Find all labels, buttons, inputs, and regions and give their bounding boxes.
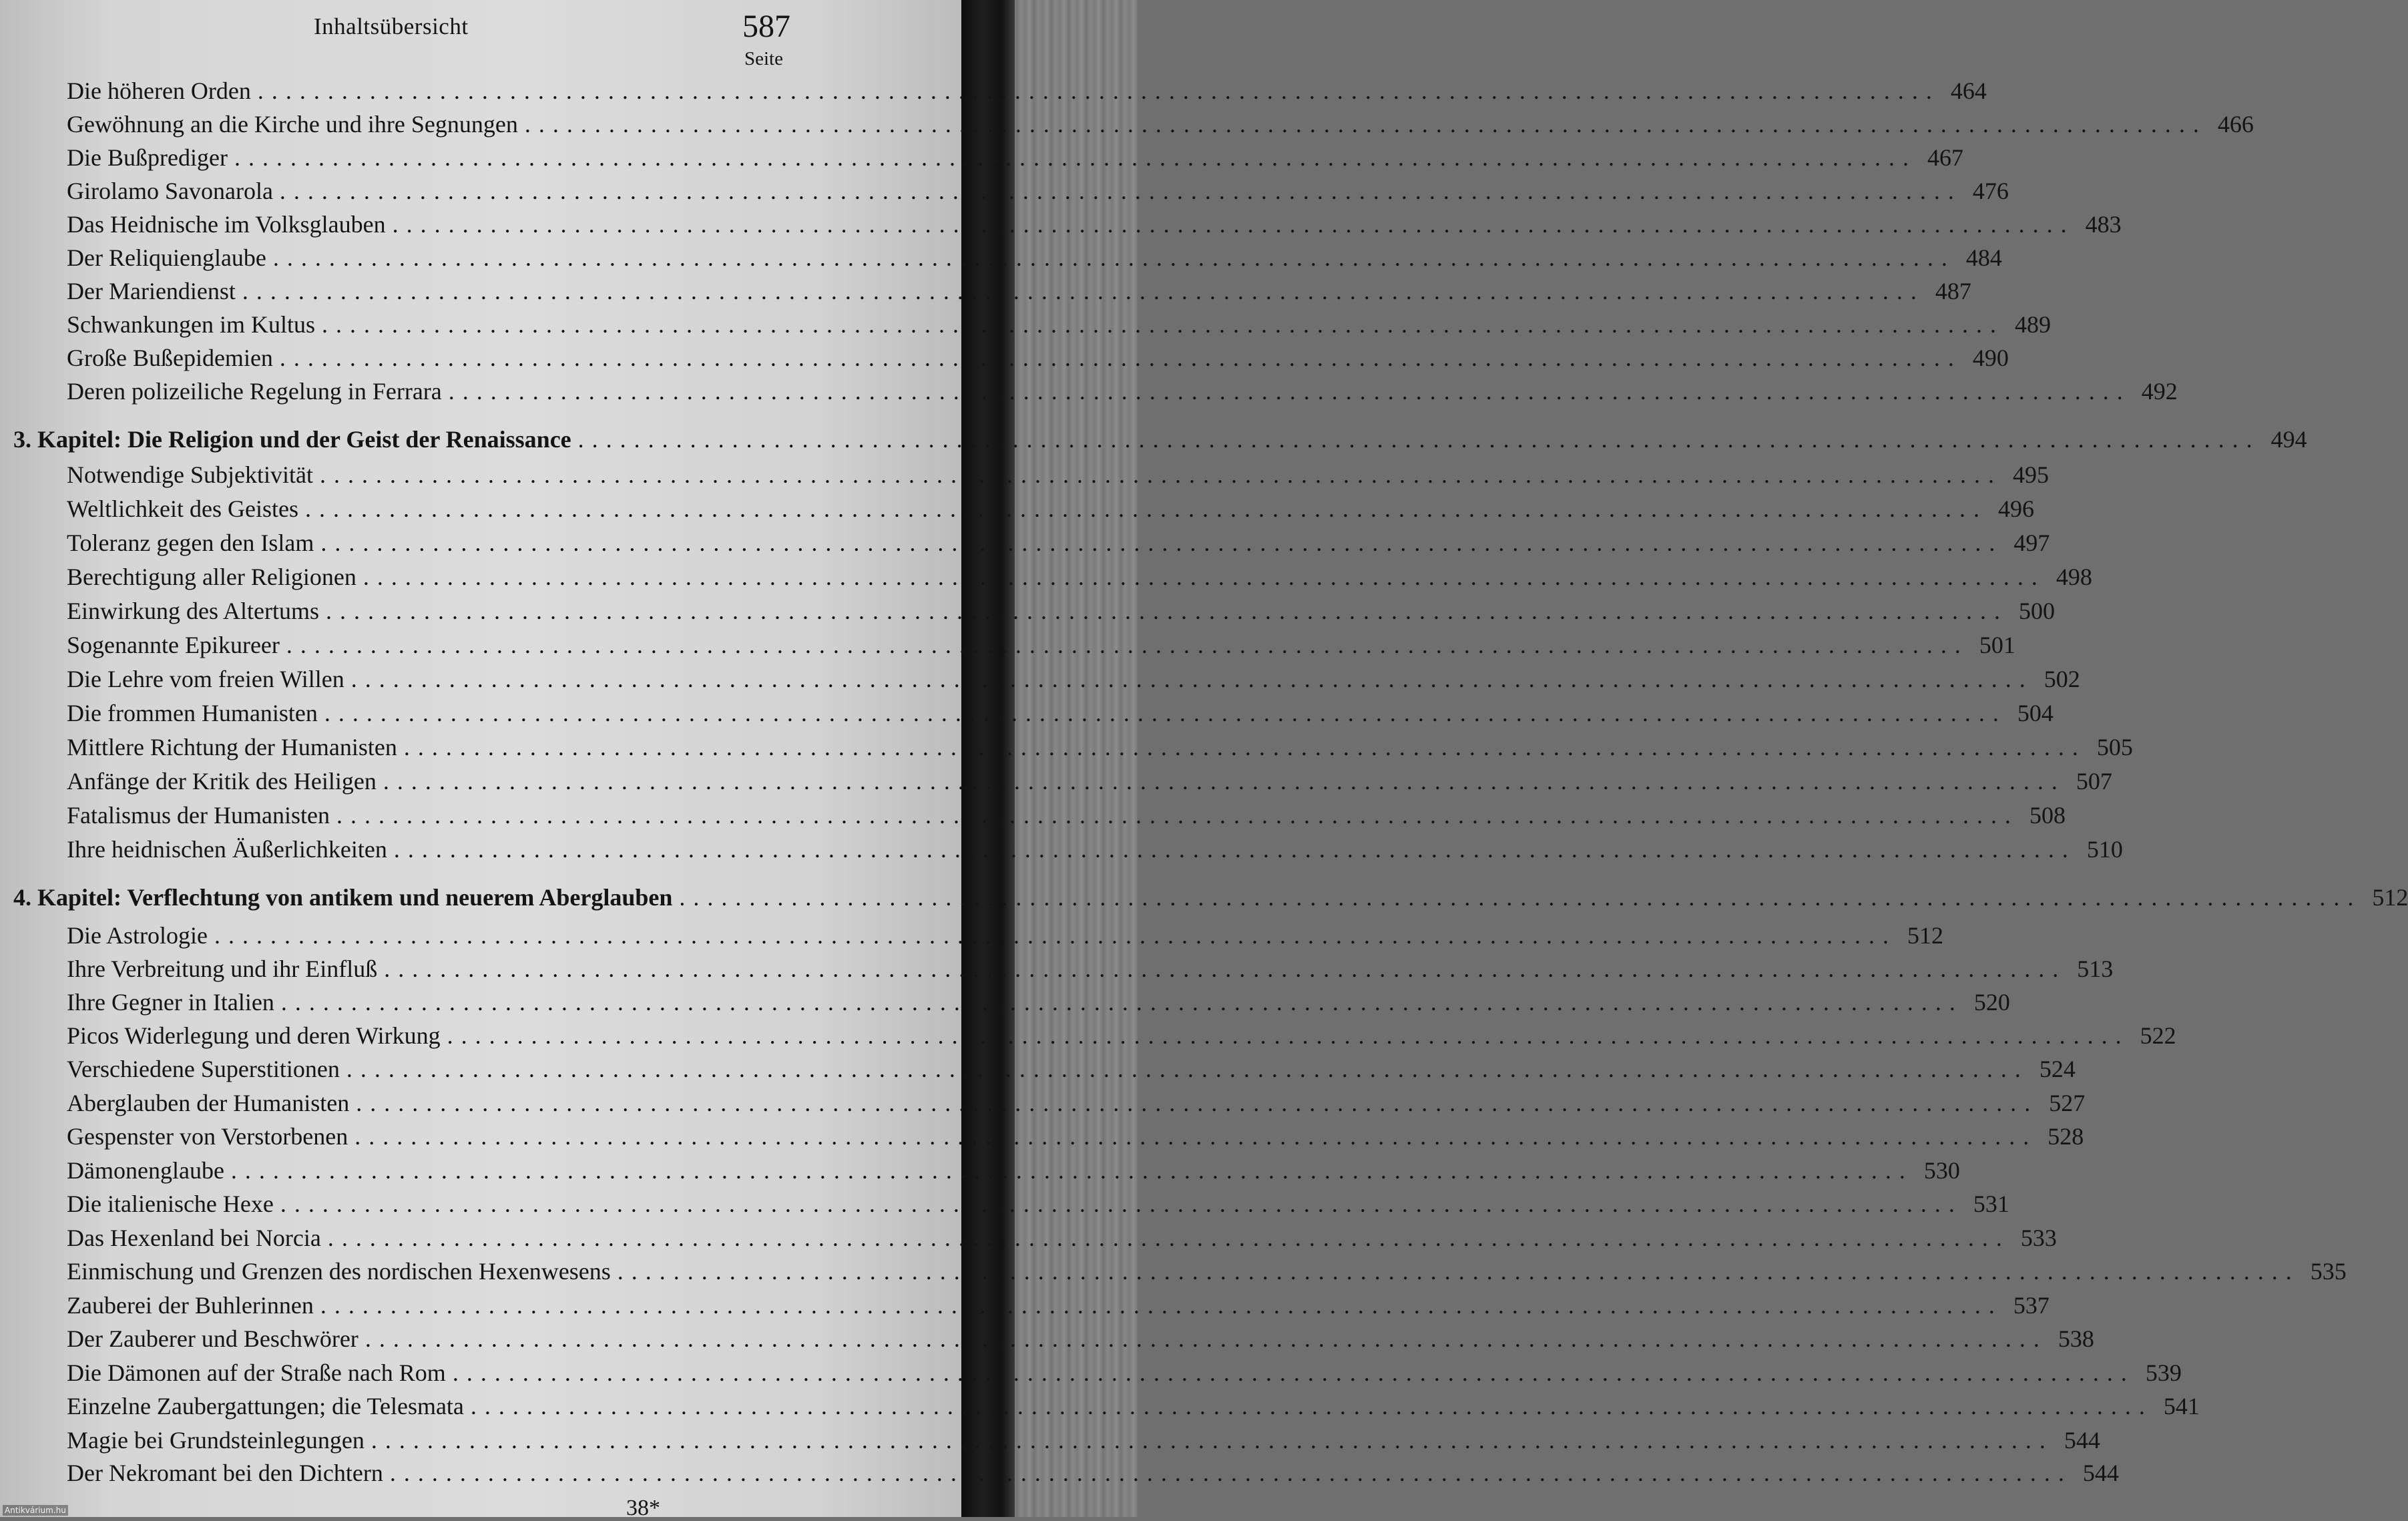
dot-leader: ........................................................................................................................ xyxy=(214,922,1897,949)
dot-leader: ........................................................................................................................ xyxy=(320,529,2003,556)
dot-leader: ........................................................................................................................ xyxy=(356,1090,2039,1116)
dot-leader: ........................................................................................................................ xyxy=(392,211,2075,238)
toc-page-number: 522 xyxy=(2140,1022,2176,1049)
toc-entry-title: Fatalismus der Humanisten xyxy=(67,802,330,829)
toc-page-number: 492 xyxy=(2141,378,2178,405)
page-header-title: Inhaltsübersicht xyxy=(314,13,469,39)
toc-page-number: 527 xyxy=(2049,1090,2086,1116)
page-column-label: Seite xyxy=(744,48,783,69)
dot-leader: ........................................................................................................................ xyxy=(448,378,2131,405)
toc-entry-row xyxy=(67,1291,2050,1319)
toc-page-number: 484 xyxy=(1965,244,2002,271)
toc-entry-row xyxy=(67,1359,2182,1387)
dot-leader: ........................................................................................................................ xyxy=(325,598,2008,624)
dot-leader: ........................................................................................................................ xyxy=(452,1359,2135,1386)
toc-entry-title: Der Zauberer und Beschwörer xyxy=(67,1325,358,1352)
toc-page-number: 512 xyxy=(1907,922,1943,949)
toc-entry-title: Berechtigung aller Religionen xyxy=(67,564,356,590)
toc-entry-row xyxy=(67,835,2123,863)
dot-leader: ........................................................................................................................ xyxy=(363,564,2045,590)
toc-page-number: 510 xyxy=(2086,836,2123,863)
toc-entry-title: Das Heidnische im Volksglauben xyxy=(67,211,386,238)
dot-leader: ........................................................................................................................ xyxy=(242,278,1925,304)
toc-entry-row xyxy=(67,277,1971,305)
toc-entry-row xyxy=(67,1122,2084,1150)
toc-entry-title: Die Lehre vom freien Willen xyxy=(67,666,344,692)
toc-entry-title: Notwendige Subjektivität xyxy=(67,461,313,488)
toc-entry-row xyxy=(67,1156,1960,1184)
toc-chapter-title: 4. Kapitel: Verflechtung von antikem und neuerem Aberglauben xyxy=(13,884,673,911)
toc-entry-row xyxy=(67,77,1987,105)
dot-leader: ........................................................................................................................ xyxy=(447,1022,2130,1049)
dot-leader: ........................................................................................................................ xyxy=(524,111,2207,138)
toc-entry-title: Dämonenglaube xyxy=(67,1157,224,1184)
toc-entry-row xyxy=(67,801,2066,829)
toc-entry-title: Die frommen Humanisten xyxy=(67,700,318,726)
toc-entry-row xyxy=(67,210,2122,238)
page-number: 587 xyxy=(742,9,790,44)
toc-page-number: 538 xyxy=(2058,1325,2094,1352)
toc-entry-title: Die höheren Orden xyxy=(67,77,251,104)
toc-entry-row xyxy=(67,495,2035,523)
dot-leader: ........................................................................................................................ xyxy=(324,700,2007,726)
toc-entry-title: Verschiedene Superstitionen xyxy=(67,1056,340,1082)
toc-page-number: 490 xyxy=(1972,345,2009,371)
dot-leader: ........................................................................................................................ xyxy=(393,836,2076,863)
toc-page-number: 544 xyxy=(2082,1460,2119,1486)
dot-leader: ........................................................................................................................ xyxy=(327,1225,2010,1251)
toc-page-number: 520 xyxy=(1973,989,2010,1016)
toc-entry-row xyxy=(67,1392,2200,1420)
toc-page-number: 537 xyxy=(2013,1292,2050,1319)
toc-page-number: 495 xyxy=(2012,461,2049,488)
toc-entry-row xyxy=(67,1257,2347,1285)
toc-page-number: 487 xyxy=(1935,278,1971,304)
toc-entry-row xyxy=(67,563,2092,591)
toc-entry-row xyxy=(67,597,2055,625)
toc-entry-title: Einzelne Zaubergattungen; die Telesmata xyxy=(67,1393,464,1420)
toc-chapter-title: 3. Kapitel: Die Religion und der Geist der Renaissance xyxy=(13,426,571,453)
toc-entry-row xyxy=(67,1459,2119,1487)
dot-leader: ........................................................................................................................ xyxy=(577,426,2260,453)
toc-page-number: 533 xyxy=(2020,1225,2057,1251)
toc-page-number: 528 xyxy=(2048,1123,2084,1150)
toc-entry-title: Das Hexenland bei Norcia xyxy=(67,1225,321,1251)
toc-entry-row xyxy=(67,699,2054,727)
toc-entry-title: Toleranz gegen den Islam xyxy=(67,529,314,556)
toc-page-number: 530 xyxy=(1923,1157,1960,1184)
toc-entry-row xyxy=(67,310,2051,339)
toc-entry-row xyxy=(67,1055,2076,1083)
toc-entry-row xyxy=(67,1022,2176,1050)
toc-entry-title: Einwirkung des Altertums xyxy=(67,598,319,624)
toc-entry-row xyxy=(67,1089,2086,1117)
dot-leader: ........................................................................................................................ xyxy=(389,1460,2072,1486)
toc-page-number: 464 xyxy=(1950,77,1987,104)
dot-leader: ........................................................................................................................ xyxy=(350,666,2033,692)
toc-page-number: 544 xyxy=(2064,1427,2100,1454)
toc-page-number: 508 xyxy=(2029,802,2066,829)
toc-entry-row xyxy=(67,921,1943,949)
toc-entry-title: Picos Widerlegung und deren Wirkung xyxy=(67,1022,441,1049)
toc-entry-row xyxy=(67,988,2010,1016)
toc-page-number: 489 xyxy=(2014,311,2051,338)
toc-entry-title: Weltlichkeit des Geistes xyxy=(67,495,299,522)
dot-leader: ........................................................................................................................ xyxy=(617,1258,2300,1285)
signature-mark: 38* xyxy=(626,1496,660,1520)
toc-entry-row xyxy=(67,144,1963,172)
toc-page-number: 505 xyxy=(2096,734,2133,760)
dot-leader: ........................................................................................................................ xyxy=(346,1056,2029,1082)
toc-entry-row xyxy=(67,244,2002,272)
toc-page-number: 524 xyxy=(2039,1056,2076,1082)
toc-entry-title: Zauberei der Buhlerinnen xyxy=(67,1292,314,1319)
toc-page-number: 531 xyxy=(1973,1190,2009,1217)
toc-page-number: 507 xyxy=(2076,768,2112,795)
watermark-text: Antikvárium.hu xyxy=(3,1505,68,1516)
toc-entry-row xyxy=(67,955,2114,983)
toc-page-number: 512 xyxy=(2372,884,2408,911)
toc-entry-title: Die Bußprediger xyxy=(67,144,228,171)
toc-page-number: 496 xyxy=(1998,495,2035,522)
toc-page-number: 539 xyxy=(2145,1359,2182,1386)
toc-page-number: 476 xyxy=(1972,178,2009,204)
toc-page-number: 497 xyxy=(2013,529,2050,556)
toc-entry-title: Gewöhnung an die Kirche und ihre Segnungen xyxy=(67,111,518,138)
toc-page-number: 541 xyxy=(2163,1393,2200,1420)
toc-page-number: 483 xyxy=(2085,211,2122,238)
dot-leader: ........................................................................................................................ xyxy=(286,632,1969,658)
toc-entry-title: Ihre Gegner in Italien xyxy=(67,989,274,1016)
toc-entry-title: Gespenster von Verstorbenen xyxy=(67,1123,348,1150)
toc-entry-title: Aberglauben der Humanisten xyxy=(67,1090,350,1116)
toc-page-number: 513 xyxy=(2077,955,2114,982)
toc-page-number: 501 xyxy=(1979,632,2015,658)
toc-entry-title: Ihre Verbreitung und ihr Einfluß xyxy=(67,955,378,982)
toc-page-number: 498 xyxy=(2056,564,2092,590)
toc-entry-title: Anfänge der Kritik des Heiligen xyxy=(67,768,377,795)
toc-entry-title: Der Nekromant bei den Dichtern xyxy=(67,1460,383,1486)
toc-entry-row xyxy=(67,377,2178,405)
dot-leader: ........................................................................................................................ xyxy=(279,345,1962,371)
toc-page-number: 494 xyxy=(2270,426,2307,453)
toc-entry-row xyxy=(67,461,2049,489)
dot-leader: ........................................................................................................................ xyxy=(383,768,2066,795)
toc-entry-row xyxy=(67,665,2080,693)
dot-leader: ........................................................................................................................ xyxy=(679,884,2362,911)
toc-entry-title: Ihre heidnischen Äußerlichkeiten xyxy=(67,836,387,863)
toc-page-number: 535 xyxy=(2310,1258,2347,1285)
toc-entry-row xyxy=(67,631,2015,659)
toc-entry-row xyxy=(67,1190,2009,1218)
toc-entry-title: Große Bußepidemien xyxy=(67,345,273,371)
dot-leader: ........................................................................................................................ xyxy=(234,144,1917,171)
toc-entry-title: Deren polizeiliche Regelung in Ferrara xyxy=(67,378,442,405)
toc-entry-title: Schwankungen im Kultus xyxy=(67,311,315,338)
dot-leader: ........................................................................................................................ xyxy=(230,1157,1913,1184)
toc-page-number: 467 xyxy=(1927,144,1963,171)
toc-entry-title: Sogenannte Epikureer xyxy=(67,632,280,658)
toc-entry-title: Einmischung und Grenzen des nordischen Hexenwesens xyxy=(67,1258,611,1285)
toc-entry-title: Magie bei Grundsteinlegungen xyxy=(67,1427,365,1454)
dot-leader: ........................................................................................................................ xyxy=(371,1427,2054,1454)
toc-entry-row xyxy=(67,110,2254,138)
toc-entry-title: Die Dämonen auf der Straße nach Rom xyxy=(67,1359,446,1386)
toc-entry-title: Der Mariendienst xyxy=(67,278,236,304)
toc-entry-title: Mittlere Richtung der Humanisten xyxy=(67,734,397,760)
toc-entry-row xyxy=(67,1426,2100,1454)
toc-entry-title: Girolamo Savonarola xyxy=(67,178,273,204)
toc-entry-row xyxy=(67,733,2133,761)
dot-leader: ........................................................................................................................ xyxy=(280,1190,1963,1217)
toc-entry-row xyxy=(67,1325,2094,1353)
toc-entry-row xyxy=(67,344,2009,372)
dot-leader: ........................................................................................................................ xyxy=(470,1393,2153,1420)
dot-leader: ........................................................................................................................ xyxy=(321,311,2004,338)
toc-entry-row xyxy=(67,177,2009,205)
toc-entry-row xyxy=(67,767,2112,795)
toc-page-number: 466 xyxy=(2217,111,2254,138)
toc-entry-title: Die Astrologie xyxy=(67,922,208,949)
dot-leader: ........................................................................................................................ xyxy=(257,77,1940,104)
dot-leader: ........................................................................................................................ xyxy=(320,1292,2003,1319)
dot-leader: ........................................................................................................................ xyxy=(272,244,1955,271)
toc-chapter-row xyxy=(13,425,2307,453)
toc-entry-row xyxy=(67,529,2050,557)
dot-leader: ........................................................................................................................ xyxy=(319,461,2002,488)
toc-entry-row xyxy=(67,1224,2057,1252)
toc-page-number: 500 xyxy=(2018,598,2055,624)
toc-entry-title: Der Reliquienglaube xyxy=(67,244,266,271)
toc-chapter-row xyxy=(13,883,2408,911)
dot-leader: ........................................................................................................................ xyxy=(280,989,1963,1016)
dot-leader: ........................................................................................................................ xyxy=(305,495,1988,522)
toc-page-number: 504 xyxy=(2017,700,2054,726)
toc-page-number: 502 xyxy=(2043,666,2080,692)
dot-leader: ........................................................................................................................ xyxy=(354,1123,2037,1150)
dot-leader: ........................................................................................................................ xyxy=(365,1325,2048,1352)
dot-leader: ........................................................................................................................ xyxy=(336,802,2019,829)
toc-entry-title: Die italienische Hexe xyxy=(67,1190,274,1217)
dot-leader: ........................................................................................................................ xyxy=(279,178,1962,204)
dot-leader: ........................................................................................................................ xyxy=(384,955,2067,982)
dot-leader: ........................................................................................................................ xyxy=(403,734,2086,760)
